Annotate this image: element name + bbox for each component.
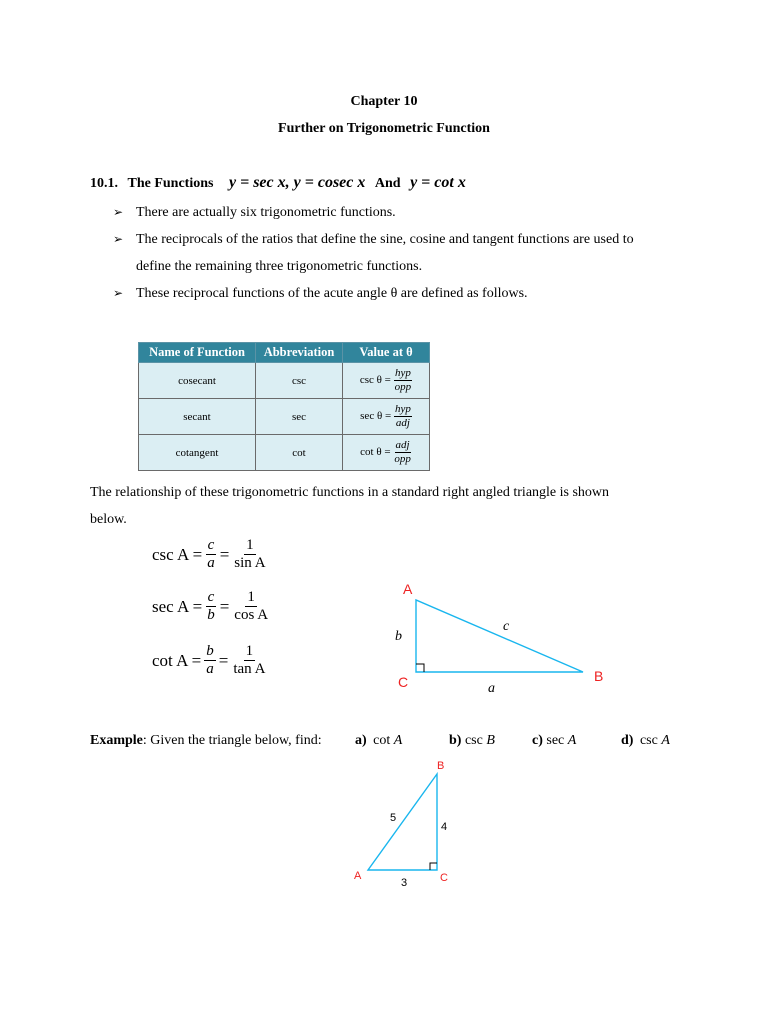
- vertex-label-c: C: [398, 674, 409, 690]
- formula-fraction: [231, 644, 267, 677]
- bullet-text: The reciprocals of the ratios that define the sine, cosine and tangent functions are used to: [136, 232, 634, 247]
- vertex-label-b: B: [437, 760, 445, 772]
- formula-lhs: csc A =: [152, 544, 203, 564]
- example-part-b: [449, 733, 495, 749]
- value-lhs: sec θ =: [360, 410, 392, 423]
- example-text: : Given the triangle below, find:: [142, 733, 322, 748]
- table-header-abbreviation: Abbreviation: [256, 343, 343, 363]
- section-label: The Functions: [127, 176, 214, 191]
- part-function: sec: [546, 733, 565, 748]
- side-label-b: b: [395, 629, 402, 644]
- part-tag: d): [621, 733, 634, 748]
- table-row: [139, 435, 430, 471]
- formula-fraction: [205, 538, 217, 571]
- formula-fraction: [204, 644, 216, 677]
- fraction-numerator: c: [207, 589, 215, 605]
- vertex-label-c: C: [440, 872, 448, 884]
- fraction-denominator: a: [206, 661, 214, 677]
- table-cell-abbr: cot: [256, 435, 343, 471]
- value-fraction: [394, 368, 413, 393]
- table-cell-abbr: sec: [256, 399, 343, 435]
- fraction-denominator: a: [207, 555, 215, 571]
- formula-csc: [152, 538, 271, 571]
- table-header-value: Value at θ: [343, 343, 430, 363]
- section-and: And: [374, 176, 401, 191]
- part-variable: B: [486, 733, 495, 748]
- table-header-name: Name of Function: [139, 343, 256, 363]
- chapter-title: Further on Trigonometric Function: [278, 121, 490, 136]
- part-variable: A: [661, 733, 670, 748]
- triangle-shape: [368, 774, 437, 870]
- value-fraction: [394, 404, 412, 429]
- table-cell-name: secant: [139, 399, 256, 435]
- relationship-line-1: The relationship of these trigonometric functions in a standard right angled triangle is shown: [90, 485, 610, 500]
- part-function: cot: [373, 733, 391, 748]
- equals-sign: =: [218, 650, 229, 670]
- right-angle-marker: [416, 664, 424, 672]
- table-row: [139, 363, 430, 399]
- formula-fraction: [205, 590, 217, 623]
- table-cell-name: cosecant: [139, 363, 256, 399]
- example-part-a: [355, 733, 402, 749]
- fraction-numerator: adj: [395, 439, 410, 451]
- equals-sign: =: [219, 544, 230, 564]
- fraction-numerator: b: [206, 643, 214, 659]
- section-math: y = sec x, y = cosec x: [228, 174, 366, 191]
- value-lhs: csc θ =: [359, 374, 391, 387]
- fraction-numerator: hyp: [394, 367, 411, 379]
- value-fraction: [393, 440, 412, 465]
- example-line: [90, 733, 322, 749]
- formula-cot: [152, 644, 270, 677]
- table-cell-name: cotangent: [139, 435, 256, 471]
- example-part-c: [532, 733, 576, 749]
- vertex-label-a: A: [354, 870, 362, 882]
- fraction-numerator: c: [207, 537, 215, 553]
- fraction-denominator: sin A: [234, 555, 266, 571]
- table-cell-value: [343, 435, 430, 471]
- side-label-vertical: 4: [441, 821, 448, 833]
- bullet-text: There are actually six trigonometric functions.: [136, 205, 396, 220]
- arrow-bullet-icon: ➢: [113, 232, 124, 246]
- fraction-denominator: opp: [394, 381, 412, 393]
- formula-fraction: [232, 538, 267, 571]
- fraction-denominator: b: [207, 607, 215, 623]
- bullet-item-3: [113, 286, 528, 302]
- standard-triangle-diagram: [390, 575, 620, 700]
- bullet-text: These reciprocal functions of the acute angle θ are defined as follows.: [136, 286, 528, 301]
- part-variable: A: [393, 733, 403, 748]
- part-variable: A: [567, 733, 577, 748]
- side-label-c: c: [503, 619, 510, 634]
- fraction-numerator: 1: [245, 643, 254, 659]
- fraction-denominator: tan A: [233, 661, 266, 677]
- example-label: Example: [90, 733, 143, 748]
- table-cell-abbr: csc: [256, 363, 343, 399]
- arrow-bullet-icon: ➢: [113, 205, 124, 219]
- part-tag: b): [449, 733, 462, 748]
- table-cell-value: [343, 399, 430, 435]
- bullet-item-2: [113, 232, 634, 248]
- triangle-shape: [416, 600, 583, 672]
- section-number: 10.1.: [90, 176, 118, 191]
- fraction-denominator: opp: [394, 453, 411, 465]
- fraction-numerator: 1: [247, 589, 255, 605]
- table-header-row: [139, 343, 430, 363]
- example-part-d: [621, 733, 670, 749]
- section-heading: [90, 174, 466, 192]
- part-tag: c): [532, 733, 543, 748]
- right-angle-marker: [430, 863, 437, 870]
- function-table: [138, 342, 430, 471]
- equals-sign: =: [219, 596, 230, 616]
- bullet-continuation: define the remaining three trigonometric functions.: [136, 259, 423, 274]
- value-lhs: cot θ =: [360, 446, 391, 459]
- relationship-line-2: below.: [90, 512, 127, 527]
- section-math-2: y = cot x: [410, 174, 466, 191]
- bullet-item-1: [113, 205, 396, 221]
- fraction-denominator: cos A: [234, 607, 269, 623]
- table-cell-value: [343, 363, 430, 399]
- chapter-heading: Chapter 10: [350, 94, 418, 109]
- part-function: csc: [464, 733, 483, 748]
- formula-lhs: sec A =: [152, 596, 203, 616]
- formula-fraction: [232, 590, 270, 623]
- fraction-numerator: 1: [246, 537, 254, 553]
- vertex-label-b: B: [594, 668, 604, 684]
- side-label-a: a: [488, 681, 495, 696]
- part-tag: a): [355, 733, 367, 748]
- example-triangle-diagram: [350, 755, 470, 895]
- fraction-numerator: hyp: [394, 403, 411, 415]
- fraction-denominator: adj: [395, 417, 410, 429]
- side-label-base: 3: [401, 877, 408, 889]
- formula-lhs: cot A =: [152, 650, 202, 670]
- formula-sec: [152, 590, 273, 623]
- part-function: csc: [639, 733, 658, 748]
- arrow-bullet-icon: ➢: [113, 286, 124, 300]
- side-label-hypotenuse: 5: [390, 812, 397, 824]
- table-row: [139, 399, 430, 435]
- vertex-label-a: A: [403, 581, 413, 597]
